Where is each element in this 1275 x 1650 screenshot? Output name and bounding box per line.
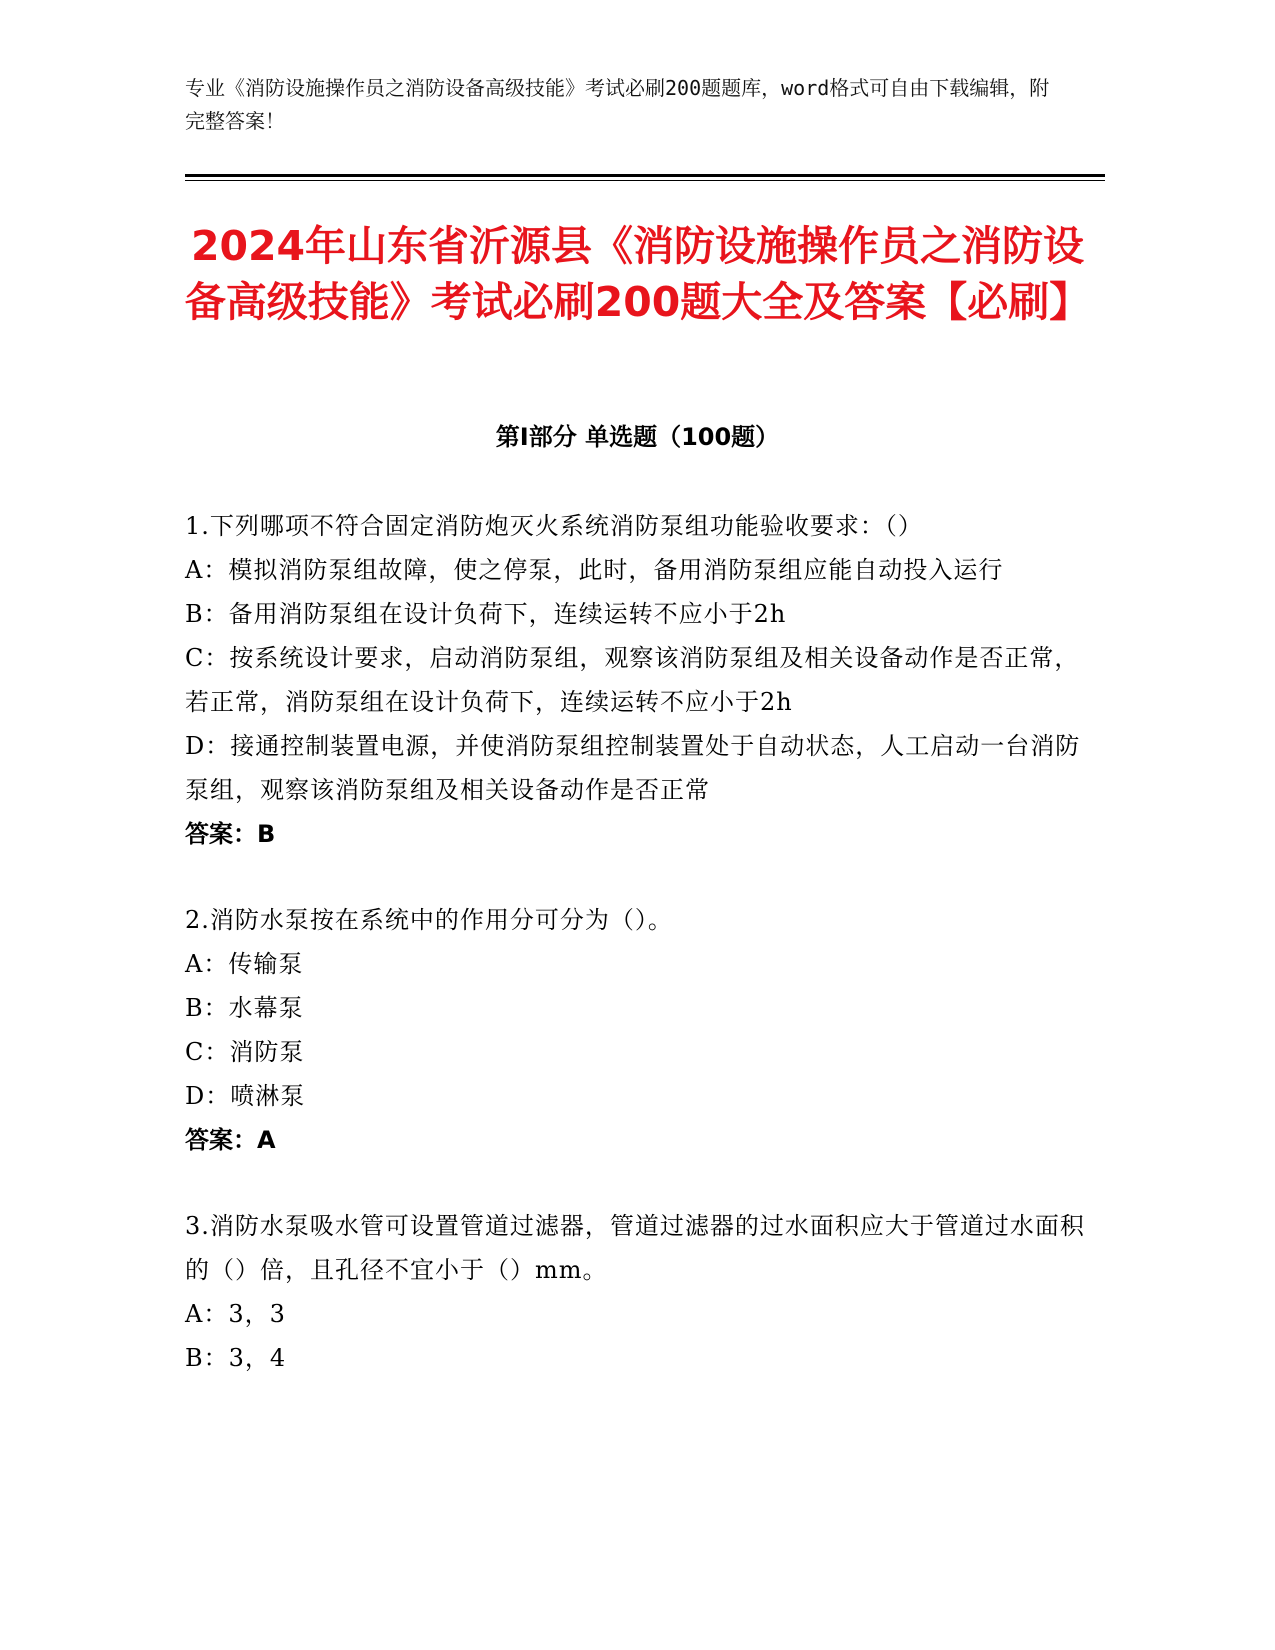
header-note: 专业《消防设施操作员之消防设备高级技能》考试必刷200题题库，word格式可自由下载编辑，附完整答案！ (185, 76, 1050, 133)
question-1 (185, 504, 1090, 856)
answer: 答案：A (185, 1126, 276, 1154)
section-title: 第I部分 单选题（100题） (495, 423, 780, 451)
option-d: D：喷淋泵 (185, 1082, 306, 1110)
option-a: A：模拟消防泵组故障，使之停泵，此时，备用消防泵组应能自动投入运行 (185, 556, 1004, 584)
question-list (185, 504, 1090, 1422)
question-stem: 2.消防水泵按在系统中的作用分可分为（）。 (185, 906, 673, 934)
question-3 (185, 1204, 1090, 1380)
option-b: B：水幕泵 (185, 994, 304, 1022)
option-b: B：备用消防泵组在设计负荷下，连续运转不应小于2h (185, 600, 787, 628)
option-a: A：传输泵 (185, 950, 304, 978)
option-b: B：3，4 (185, 1344, 287, 1372)
option-c: C：消防泵 (185, 1038, 305, 1066)
header-rule-thick (185, 174, 1105, 177)
header-rule-thin (185, 180, 1105, 181)
option-d: D：接通控制装置电源，并使消防泵组控制装置处于自动状态，人工启动一台消防泵组，观察该消防泵组及相关设备动作是否正常 (185, 732, 1081, 804)
option-c: C：按系统设计要求，启动消防泵组，观察该消防泵组及相关设备动作是否正常，若正常，消防泵组在设计负荷下，连续运转不应小于2h (185, 644, 1080, 716)
question-2 (185, 898, 1090, 1162)
document-title: 2024年山东省沂源县《消防设施操作员之消防设备高级技能》考试必刷200题大全及答案【必刷】 (184, 222, 1091, 326)
question-stem: 3.消防水泵吸水管可设置管道过滤器，管道过滤器的过水面积应大于管道过水面积的（）倍，且孔径不宜小于（）mm。 (185, 1212, 1085, 1284)
option-a: A：3，3 (185, 1300, 286, 1328)
question-stem: 1.下列哪项不符合固定消防炮灭火系统消防泵组功能验收要求：（） (185, 512, 923, 540)
answer: 答案：B (185, 820, 276, 848)
